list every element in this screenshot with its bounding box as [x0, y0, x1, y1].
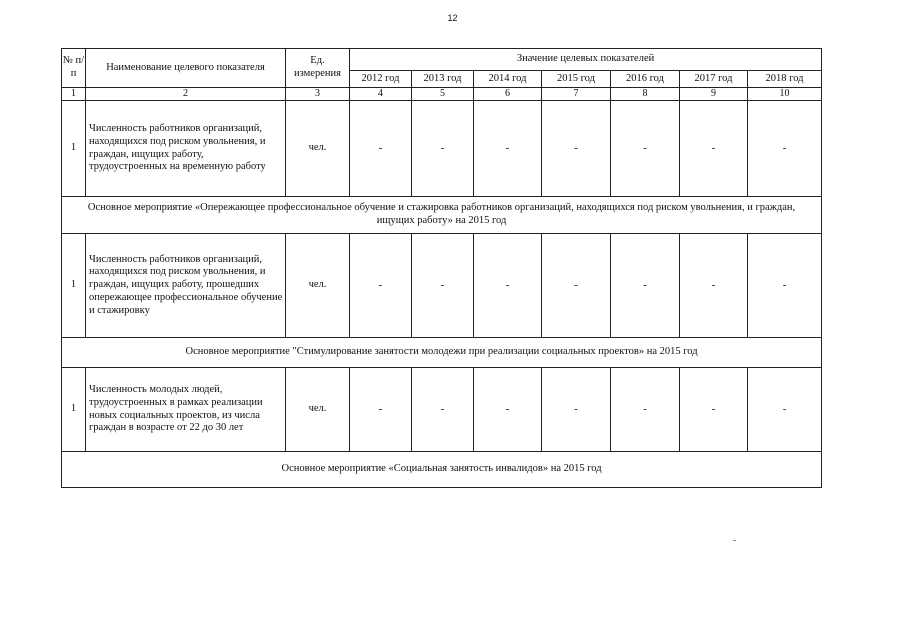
column-number: 4 — [350, 88, 412, 101]
indicator-value: - — [474, 234, 542, 338]
indicator-value: - — [542, 368, 611, 452]
header-num: № п/п — [62, 49, 86, 88]
column-number: 7 — [542, 88, 611, 101]
scan-mark — [733, 540, 736, 541]
indicator-unit: чел. — [286, 101, 350, 197]
header-year: 2012 год — [350, 71, 412, 88]
header-year: 2017 год — [680, 71, 748, 88]
section-title: Основное мероприятие «Опережающее профессиональное обучение и стажировка работников организаций, находящихся под риском увольнения, и граждан, ищущих работу» на 2015 год — [62, 197, 822, 234]
indicator-value: - — [350, 101, 412, 197]
indicator-value: - — [611, 101, 680, 197]
header-unit: Ед. измерения — [286, 49, 350, 88]
indicator-value: - — [412, 101, 474, 197]
indicator-value: - — [748, 234, 822, 338]
section-row — [62, 197, 822, 234]
target-indicators-table — [61, 48, 822, 488]
indicator-value: - — [542, 101, 611, 197]
indicator-value: - — [611, 234, 680, 338]
header-year: 2015 год — [542, 71, 611, 88]
column-number: 9 — [680, 88, 748, 101]
indicator-value: - — [542, 234, 611, 338]
indicator-value: - — [748, 101, 822, 197]
indicator-name: Численность работников организаций, находящихся под риском увольнения, и граждан, ищущих работу, трудоустроенных на временную работу — [86, 101, 286, 197]
indicator-unit: чел. — [286, 234, 350, 338]
section-row — [62, 452, 822, 488]
section-row — [62, 338, 822, 368]
header-year: 2013 год — [412, 71, 474, 88]
column-numbers-row — [62, 88, 822, 101]
column-number: 2 — [86, 88, 286, 101]
indicator-row — [62, 101, 822, 197]
indicator-value: - — [350, 368, 412, 452]
column-number: 3 — [286, 88, 350, 101]
indicator-value: - — [680, 234, 748, 338]
header-year: 2018 год — [748, 71, 822, 88]
indicator-value: - — [611, 368, 680, 452]
row-num: 1 — [62, 368, 86, 452]
indicator-name: Численность молодых людей, трудоустроенных в рамках реализации новых социальных проектов, из числа граждан в возрасте от 22 до 30 лет — [86, 368, 286, 452]
indicator-value: - — [412, 368, 474, 452]
indicator-row — [62, 234, 822, 338]
indicator-value: - — [680, 368, 748, 452]
header-indicator-name: Наименование целевого показателя — [86, 49, 286, 88]
indicator-unit: чел. — [286, 368, 350, 452]
indicator-value: - — [748, 368, 822, 452]
column-number: 1 — [62, 88, 86, 101]
header-year: 2016 год — [611, 71, 680, 88]
column-number: 8 — [611, 88, 680, 101]
indicator-value: - — [474, 368, 542, 452]
indicator-value: - — [680, 101, 748, 197]
section-title: Основное мероприятие «Социальная занятость инвалидов» на 2015 год — [62, 452, 822, 488]
indicator-name: Численность работников организаций, находящихся под риском увольнения, и граждан, ищущих работу, прошедших опережающее профессиональное обучение и стажировку — [86, 234, 286, 338]
row-num: 1 — [62, 234, 86, 338]
section-title: Основное мероприятие "Стимулирование занятости молодежи при реализации социальных проектов» на 2015 год — [62, 338, 822, 368]
indicator-value: - — [474, 101, 542, 197]
row-num: 1 — [62, 101, 86, 197]
column-number: 5 — [412, 88, 474, 101]
column-number: 10 — [748, 88, 822, 101]
indicator-value: - — [412, 234, 474, 338]
indicator-value: - — [350, 234, 412, 338]
header-values-group: Значение целевых показателей — [350, 49, 822, 71]
column-number: 6 — [474, 88, 542, 101]
header-year: 2014 год — [474, 71, 542, 88]
indicator-row — [62, 368, 822, 452]
header-row-top — [62, 49, 822, 71]
page-number: 12 — [447, 13, 458, 23]
